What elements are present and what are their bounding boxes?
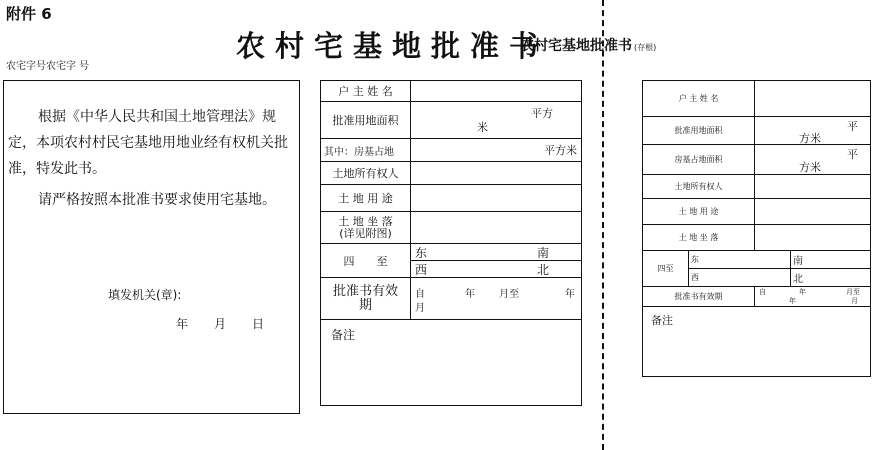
stub-boundary-east-field[interactable] xyxy=(689,251,791,269)
owner-name-label: 户 主 姓 名 xyxy=(321,81,411,102)
validity-month-2: 月 xyxy=(415,302,425,314)
table-row xyxy=(643,307,871,377)
table-row xyxy=(321,185,582,212)
stub-boundary-west: 西 xyxy=(691,273,699,282)
table-row xyxy=(643,145,871,175)
stub-boundary-east: 东 xyxy=(691,255,699,264)
table-row xyxy=(643,175,871,199)
boundary-east-south[interactable] xyxy=(411,244,582,261)
stub-validity-label: 批准书有效期 xyxy=(643,287,755,307)
table-row xyxy=(321,320,582,406)
stub-land-use-field[interactable] xyxy=(755,199,871,225)
approved-area-label: 批准用地面积 xyxy=(321,102,411,139)
main-form-table xyxy=(320,80,582,406)
stub-validity-field[interactable] xyxy=(755,287,871,307)
stub-boundary-north: 北 xyxy=(793,274,804,285)
certificate-paragraph-2: 请严格按照本批准书要求使用宅基地。 xyxy=(38,192,276,208)
stub-approved-area-field[interactable] xyxy=(755,117,871,145)
stub-land-owner-field[interactable] xyxy=(755,175,871,199)
table-row xyxy=(321,102,582,139)
perforation-divider xyxy=(602,0,604,450)
document-number: 农宅字号农宅字 号 xyxy=(6,61,90,72)
page-title: 农村宅基地批准书 xyxy=(236,29,549,63)
stub-area-unit-a: 平 xyxy=(847,120,859,133)
approved-area-unit-a: 平方 xyxy=(531,107,553,120)
stub-boundary-north-field[interactable] xyxy=(791,269,871,287)
owner-name-field[interactable] xyxy=(411,81,582,102)
stub-house-unit-b: 方米 xyxy=(799,161,822,174)
stub-boundary-west-field[interactable] xyxy=(689,269,791,287)
table-row xyxy=(321,278,582,320)
stub-land-location-label: 土 地 坐 落 xyxy=(643,225,755,251)
stub-title xyxy=(520,35,656,55)
date-day: 日 xyxy=(252,317,265,331)
stub-validity-year: 年 xyxy=(799,288,807,296)
land-location-title: 土 地 坐 落 xyxy=(338,214,393,228)
validity-field[interactable] xyxy=(411,278,582,320)
land-owner-field[interactable] xyxy=(411,162,582,185)
validity-year-2: 年 xyxy=(565,288,575,300)
house-footprint-field[interactable] xyxy=(411,139,582,162)
date-year: 年 xyxy=(176,317,189,331)
house-footprint-label: 其中：房基占地 xyxy=(321,139,411,162)
table-row xyxy=(643,117,871,145)
table-row xyxy=(321,212,582,244)
boundary-north: 北 xyxy=(536,263,549,277)
boundaries-label: 四 至 xyxy=(321,244,411,278)
stub-boundaries-label: 四至 xyxy=(643,251,689,287)
table-row xyxy=(643,251,871,269)
boundary-west: 西 xyxy=(415,263,428,277)
land-use-field[interactable] xyxy=(411,185,582,212)
boundary-south: 南 xyxy=(536,246,549,260)
land-owner-label: 土地所有权人 xyxy=(321,162,411,185)
stub-validity-from: 自 xyxy=(759,288,767,296)
table-row xyxy=(321,81,582,102)
stub-remarks-field[interactable] xyxy=(643,307,871,377)
certificate-panel xyxy=(3,80,300,414)
stub-area-unit-b: 方米 xyxy=(799,132,822,145)
table-row xyxy=(643,199,871,225)
stub-house-unit-a: 平 xyxy=(847,148,859,161)
stub-approved-area-label: 批准用地面积 xyxy=(643,117,755,145)
stub-validity-year-2: 年 xyxy=(789,297,797,305)
stub-tag: (存根) xyxy=(634,43,657,52)
stub-validity-month-to: 月至 xyxy=(846,288,861,296)
stub-title-text: 农村宅基地批准书 xyxy=(520,38,632,54)
table-row xyxy=(643,225,871,251)
boundary-east: 东 xyxy=(415,246,428,260)
date-month: 月 xyxy=(214,317,227,331)
validity-label: 批准书有效期 xyxy=(321,278,411,320)
stub-form-table xyxy=(642,80,871,377)
issue-date xyxy=(176,315,264,332)
table-row xyxy=(643,287,871,307)
validity-year: 年 xyxy=(465,288,475,300)
table-row xyxy=(321,162,582,185)
stub-land-use-label: 土 地 用 途 xyxy=(643,199,755,225)
land-use-label: 土 地 用 途 xyxy=(321,185,411,212)
validity-month-to: 月至 xyxy=(499,288,519,300)
table-row xyxy=(321,139,582,162)
issuing-authority-label: 填发机关(章): xyxy=(108,288,182,302)
stub-house-footprint-field[interactable] xyxy=(755,145,871,175)
land-location-note: (详见附图) xyxy=(339,226,392,240)
house-footprint-unit: 平方米 xyxy=(544,144,577,157)
certificate-paragraph-1: 根据《中华人民共和国土地管理法》规定，本项农村村民宅基地用地业经有权机关批准，特发此书。 xyxy=(8,109,288,177)
remarks-label: 备注 xyxy=(331,328,356,342)
table-row xyxy=(321,244,582,261)
remarks-field[interactable] xyxy=(321,320,582,406)
stub-owner-name-field[interactable] xyxy=(755,81,871,117)
boundary-west-north[interactable] xyxy=(411,261,582,278)
stub-boundary-south: 南 xyxy=(793,256,804,267)
stub-house-footprint-label: 房基占地面积 xyxy=(643,145,755,175)
stub-remarks-label: 备注 xyxy=(651,314,673,327)
approved-area-field[interactable] xyxy=(411,102,582,139)
table-row xyxy=(643,81,871,117)
attachment-label: 附件 6 xyxy=(6,5,52,23)
land-location-field[interactable] xyxy=(411,212,582,244)
validity-from: 自 xyxy=(415,288,425,300)
approved-area-unit-b: 米 xyxy=(477,121,488,134)
stub-owner-name-label: 户 主 姓 名 xyxy=(643,81,755,117)
stub-land-location-field[interactable] xyxy=(755,225,871,251)
stub-validity-month-2: 月 xyxy=(851,297,859,305)
stub-land-owner-label: 土地所有权人 xyxy=(643,175,755,199)
stub-boundary-south-field[interactable] xyxy=(791,251,871,269)
land-location-label xyxy=(321,212,411,244)
